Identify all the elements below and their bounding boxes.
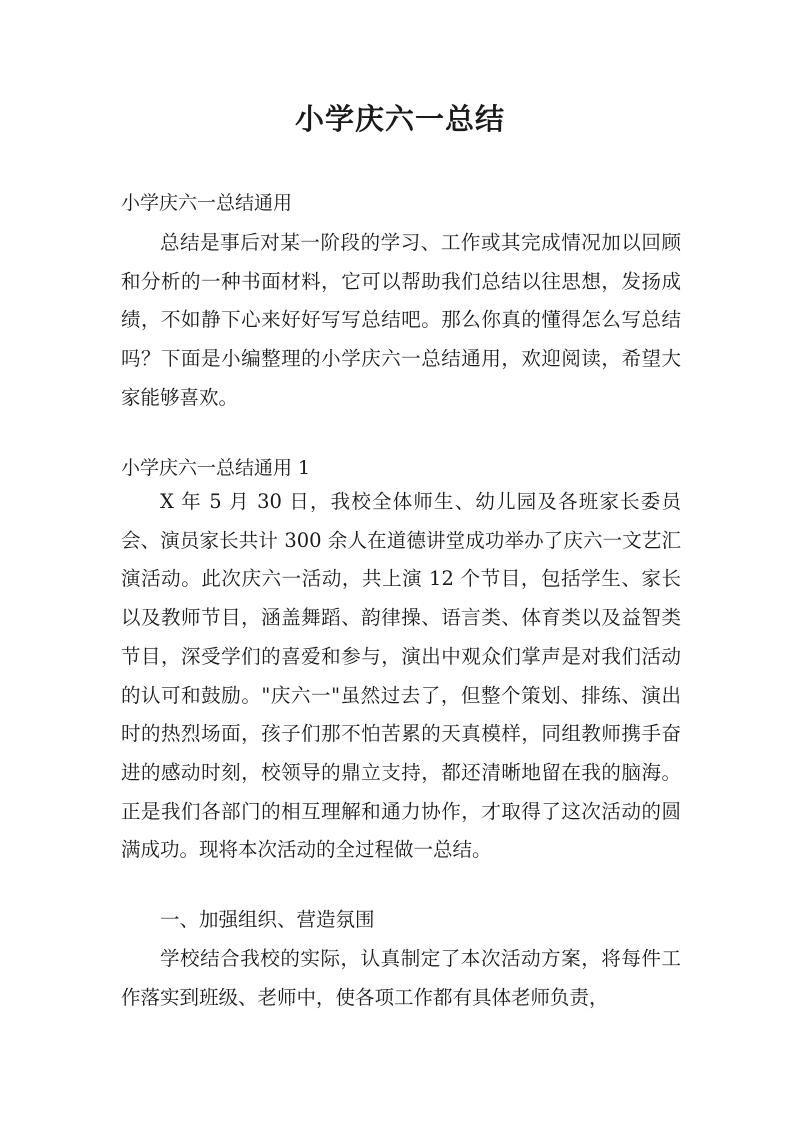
document-subtitle: 小学庆六一总结通用 xyxy=(121,192,293,214)
heading-1-paragraph: 学校结合我校的实际，认真制定了本次活动方案，将每件工作落实到班级、老师中，使各项工作都有具体老师负责， xyxy=(121,947,681,1009)
section-label-1: 小学庆六一总结通用 1 xyxy=(121,457,311,479)
section-heading-1: 一、加强组织、营造氛围 xyxy=(160,908,375,931)
document-title: 小学庆六一总结 xyxy=(294,102,505,136)
section-1-paragraph: X 年 5 月 30 日，我校全体师生、幼儿园及各班家长委员会、演员家长共计 300 余人在道德讲堂成功举办了庆六一文艺汇演活动。此次庆六一活动，共上演 12 个节目，包括学生、家长以及教师节目，涵盖舞蹈、韵律操、语言类、体育类以及益智类节目，深受学们的喜爱和参与，演出中观众们掌声是对我们活动的认可和鼓励。"庆六一"虽然过去了，但整个策划、排练、演出时的热烈场面，孩子们那不怕苦累的天真模样，同组教师携手奋进的感动时刻，校领导的鼎立支持，都还清晰地留在我的脑海。正是我们各部门的相互理解和通力协作，才取得了这次活动的圆满成功。现将本次活动的全过程做一总结。 xyxy=(121,490,681,862)
intro-paragraph: 总结是事后对某一阶段的学习、工作或其完成情况加以回顾和分析的一种书面材料，它可以帮助我们总结以往思想，发扬成绩，不如静下心来好好写写总结吧。那么你真的懂得怎么写总结吗？下面是小编整理的小学庆六一总结通用，欢迎阅读，希望大家能够喜欢。 xyxy=(121,231,681,409)
